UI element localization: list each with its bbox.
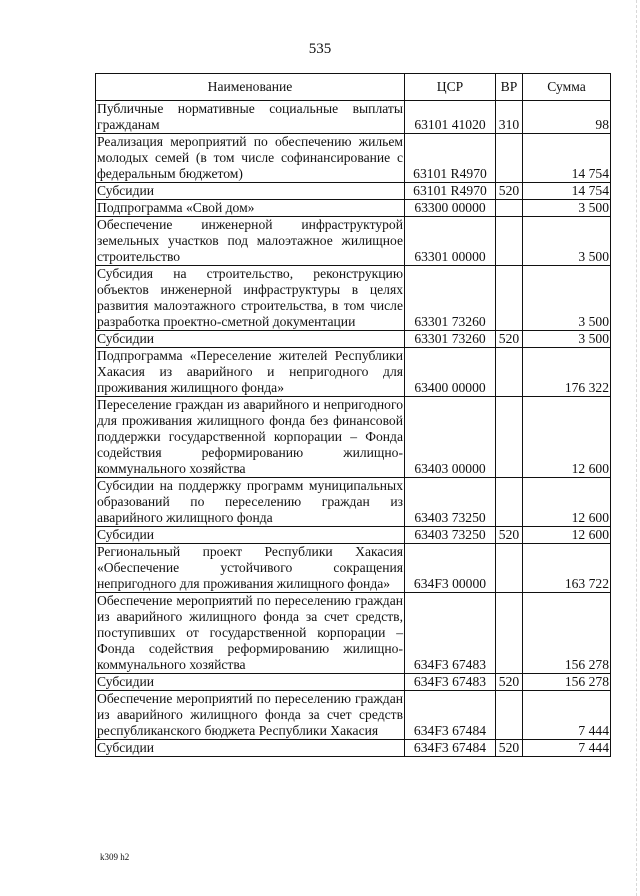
row-csr: 63403 73250 bbox=[405, 527, 496, 544]
table-row bbox=[96, 200, 611, 217]
row-name: Субсидии bbox=[96, 183, 405, 200]
table-row bbox=[96, 331, 611, 348]
row-sum: 14 754 bbox=[523, 183, 611, 200]
row-name: Публичные нормативные социальные выплаты гражданам bbox=[97, 101, 403, 132]
row-sum: 7 444 bbox=[523, 691, 611, 740]
table-row bbox=[96, 134, 611, 183]
row-sum: 12 600 bbox=[523, 478, 611, 527]
row-csr: 63101 R4970 bbox=[405, 183, 496, 200]
row-vr bbox=[496, 397, 523, 478]
table-row bbox=[96, 266, 611, 331]
row-sum: 3 500 bbox=[523, 200, 611, 217]
table-row bbox=[96, 674, 611, 691]
row-csr: 634F3 67483 bbox=[405, 593, 496, 674]
table-row bbox=[96, 183, 611, 200]
row-sum: 12 600 bbox=[523, 527, 611, 544]
row-vr: 520 bbox=[496, 527, 523, 544]
table-row bbox=[96, 101, 611, 134]
row-sum: 163 722 bbox=[523, 544, 611, 593]
table-row bbox=[96, 740, 611, 757]
header-csr: ЦСР bbox=[405, 74, 496, 101]
row-csr: 63300 00000 bbox=[405, 200, 496, 217]
row-sum: 3 500 bbox=[523, 331, 611, 348]
row-vr bbox=[496, 691, 523, 740]
row-csr: 63301 00000 bbox=[405, 217, 496, 266]
row-sum: 156 278 bbox=[523, 593, 611, 674]
row-sum: 3 500 bbox=[523, 217, 611, 266]
table-header-row bbox=[96, 74, 611, 101]
row-sum: 14 754 bbox=[523, 134, 611, 183]
row-vr bbox=[496, 200, 523, 217]
row-name: Обеспечение мероприятий по переселению граждан из аварийного жилищного фонда за счет средств республиканского бюджета Республики Хакасия bbox=[97, 691, 403, 738]
row-vr bbox=[496, 134, 523, 183]
table-row bbox=[96, 691, 611, 740]
row-vr: 520 bbox=[496, 183, 523, 200]
row-vr bbox=[496, 544, 523, 593]
row-name: Субсидии bbox=[96, 674, 405, 691]
row-name: Подпрограмма «Переселение жителей Республики Хакасия из аварийного и непригодного для проживания жилищного фонда» bbox=[97, 348, 403, 395]
row-name: Субсидии bbox=[96, 527, 405, 544]
row-name: Обеспечение мероприятий по переселению граждан из аварийного жилищного фонда за счет средств, поступивших от государственной корпорации – Фонда содействия реформированию жилищно-коммунального хозяйства bbox=[97, 593, 403, 672]
row-csr: 63403 00000 bbox=[405, 397, 496, 478]
row-csr: 634F3 00000 bbox=[405, 544, 496, 593]
row-vr bbox=[496, 593, 523, 674]
table-row bbox=[96, 348, 611, 397]
row-vr: 520 bbox=[496, 740, 523, 757]
row-name: Субсидии на поддержку программ муниципальных образований по переселению граждан из аварийного жилищного фонда bbox=[97, 478, 403, 525]
row-csr: 63301 73260 bbox=[405, 331, 496, 348]
page-edge-divider bbox=[636, 0, 637, 896]
row-csr: 63403 73250 bbox=[405, 478, 496, 527]
header-sum: Сумма bbox=[523, 74, 611, 101]
footer-code: k309 h2 bbox=[100, 852, 130, 862]
row-csr: 634F3 67484 bbox=[405, 691, 496, 740]
row-name: Реализация мероприятий по обеспечению жильем молодых семей (в том числе софинансирование с федеральным бюджетом) bbox=[97, 134, 403, 181]
budget-table bbox=[95, 73, 611, 757]
row-vr bbox=[496, 478, 523, 527]
row-vr: 520 bbox=[496, 331, 523, 348]
row-name: Субсидии bbox=[96, 740, 405, 757]
row-csr: 634F3 67484 bbox=[405, 740, 496, 757]
row-csr: 63101 41020 bbox=[405, 101, 496, 134]
row-sum: 7 444 bbox=[523, 740, 611, 757]
row-csr: 63400 00000 bbox=[405, 348, 496, 397]
row-name: Субсидии bbox=[96, 331, 405, 348]
row-sum: 3 500 bbox=[523, 266, 611, 331]
row-sum: 98 bbox=[523, 101, 611, 134]
row-csr: 63301 73260 bbox=[405, 266, 496, 331]
row-name: Региональный проект Республики Хакасия «Обеспечение устойчивого сокращения непригодного для проживания жилищного фонда» bbox=[97, 544, 403, 591]
header-name: Наименование bbox=[96, 74, 405, 101]
page-number: 535 bbox=[308, 41, 332, 57]
row-csr: 63101 R4970 bbox=[405, 134, 496, 183]
row-sum: 156 278 bbox=[523, 674, 611, 691]
header-vr: ВР bbox=[496, 74, 523, 101]
row-sum: 176 322 bbox=[523, 348, 611, 397]
row-name: Переселение граждан из аварийного и непригодного для проживания жилищного фонда без финансовой поддержки государственной корпорации – Фонда содействия реформированию жилищно-коммунального хозяйства bbox=[97, 397, 403, 476]
table-row bbox=[96, 397, 611, 478]
row-vr: 310 bbox=[496, 101, 523, 134]
row-sum: 12 600 bbox=[523, 397, 611, 478]
row-name: Подпрограмма «Свой дом» bbox=[96, 200, 405, 217]
row-name: Субсидия на строительство, реконструкцию объектов инженерной инфраструктуры в целях развития малоэтажного строительства, в том числе разработка проектно-сметной документации bbox=[97, 266, 403, 329]
row-vr bbox=[496, 266, 523, 331]
row-vr bbox=[496, 348, 523, 397]
table-row bbox=[96, 544, 611, 593]
table-row bbox=[96, 593, 611, 674]
row-vr: 520 bbox=[496, 674, 523, 691]
row-name: Обеспечение инженерной инфраструктурой земельных участков под малоэтажное жилищное строительство bbox=[97, 217, 403, 264]
table-row bbox=[96, 527, 611, 544]
row-vr bbox=[496, 217, 523, 266]
row-csr: 634F3 67483 bbox=[405, 674, 496, 691]
table-row bbox=[96, 478, 611, 527]
table-row bbox=[96, 217, 611, 266]
